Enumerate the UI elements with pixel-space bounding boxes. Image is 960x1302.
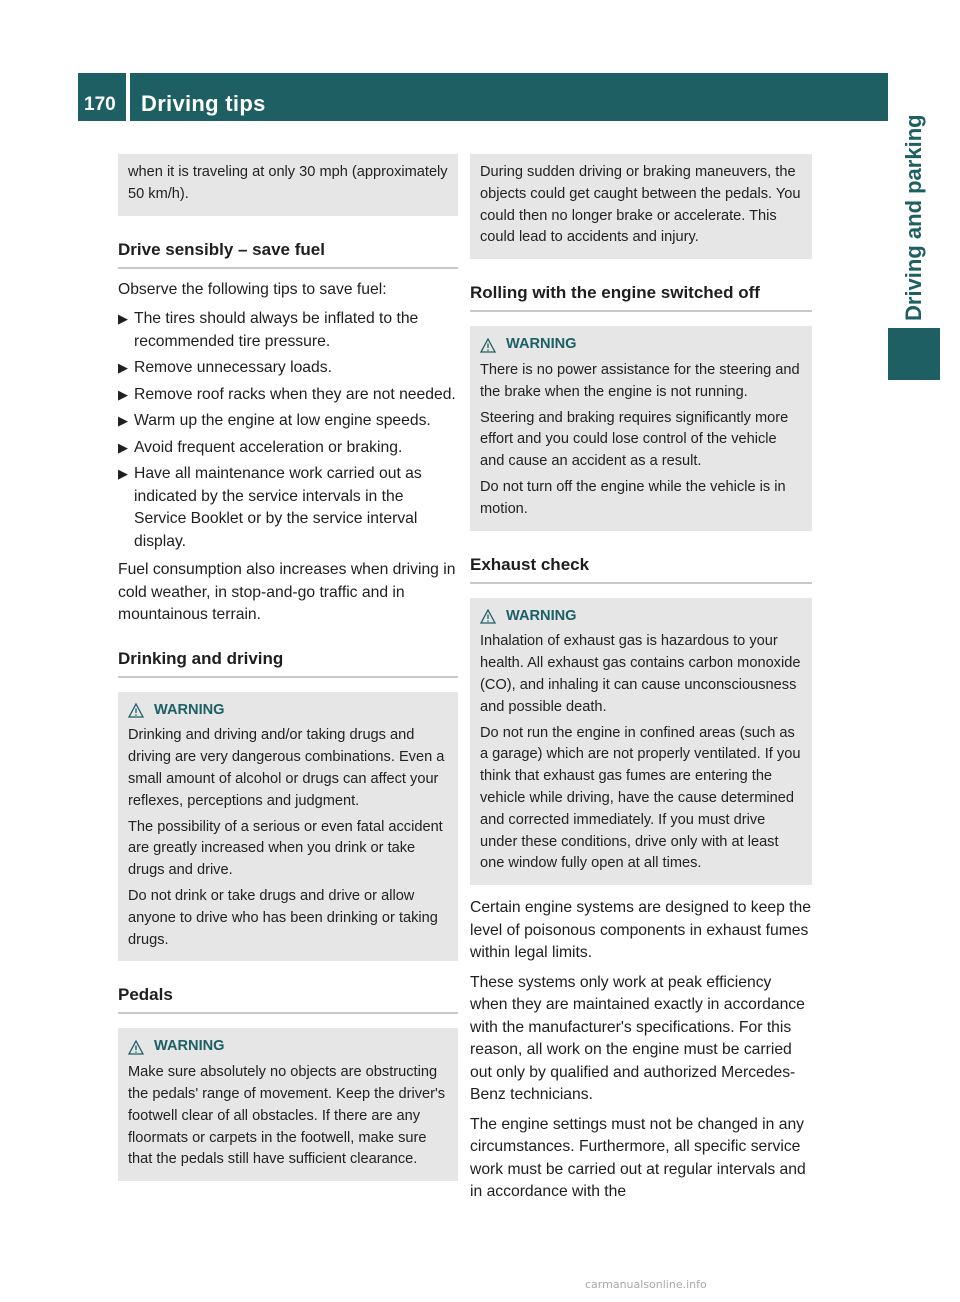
fuel-tips-list (118, 308, 458, 553)
list-item: ▶ Avoid frequent acceleration or braking. (118, 437, 458, 460)
warning-header (128, 1036, 448, 1058)
warning-triangle-icon (128, 703, 144, 718)
warning-box-exhaust (470, 598, 812, 886)
continued-text: when it is traveling at only 30 mph (approximately 50 km/h). (128, 164, 448, 202)
list-item: ▶ Warm up the engine at low engine speeds. (118, 410, 458, 433)
list-item: ▶ Remove roof racks when they are not needed. (118, 384, 458, 407)
warning-text: Steering and braking requires significantly more effort and you could lose control of the vehicle and cause an accident as a result. (480, 409, 789, 470)
left-column (118, 154, 458, 1181)
warning-text: There is no power assistance for the steering and the brake when the engine is not running. (480, 361, 800, 400)
warning-box-rolling (470, 326, 812, 530)
bullet-arrow-icon: ▶ (118, 360, 128, 376)
warning-header (480, 606, 802, 628)
warning-text: Do not drink or take drugs and drive or allow anyone to drive who has been drinking or taking drugs. (128, 887, 438, 948)
warning-text: The possibility of a serious or even fatal accident are greatly increased when you drink or take drugs and drive. (128, 818, 443, 879)
warning-label: WARNING (154, 701, 225, 718)
warning-triangle-icon (128, 1040, 144, 1055)
continued-warning-box (470, 154, 812, 259)
footer-watermark: carmanualsonline.info (585, 1278, 707, 1291)
section-heading-drinking: Drinking and driving (118, 647, 458, 678)
list-item: ▶ Remove unnecessary loads. (118, 357, 458, 380)
warning-label: WARNING (506, 607, 577, 624)
bullet-arrow-icon: ▶ (118, 439, 128, 455)
page-title: Driving tips (141, 91, 266, 116)
chapter-marker (888, 328, 940, 380)
bullet-arrow-icon: ▶ (118, 466, 128, 482)
warning-triangle-icon (480, 609, 496, 624)
bullet-arrow-icon: ▶ (118, 413, 128, 429)
page-number: 170 (84, 94, 116, 115)
list-item: ▶ Have all maintenance work carried out as indicated by the service intervals in the Service Booklet or by the service interval display. (118, 465, 422, 550)
chapter-side-tab (888, 114, 940, 321)
exhaust-body-text: These systems only work at peak efficiency when they are maintained exactly in accordance with the manufacturer's specifications. For this reason, all work on the engine must be carried out only by qualified and authorized Mercedes-Benz technicians. (470, 973, 805, 1104)
continued-text: During sudden driving or braking maneuvers, the objects could get caught between the pedals. You could then no longer brake or accelerate. This could lead to accidents and injury. (480, 164, 801, 246)
warning-box-pedals (118, 1028, 458, 1181)
warning-text: Do not run the engine in confined areas (such as a garage) which are not properly ventilated. If you think that exhaust gas fumes are entering the vehicle while driving, have the cause determined and corrected immediately. If you must drive under these conditions, drive only with at least one window fully open at all times. (480, 724, 801, 872)
warning-box-drinking (118, 692, 458, 962)
chapter-title: Driving and parking (901, 114, 926, 321)
warning-label: WARNING (154, 1038, 225, 1055)
warning-label: WARNING (506, 336, 577, 353)
header-divider (126, 73, 130, 121)
warning-header (128, 700, 448, 722)
section-heading-exhaust: Exhaust check (470, 553, 812, 584)
warning-text: Do not turn off the engine while the vehicle is in motion. (480, 478, 786, 517)
warning-triangle-icon (480, 338, 496, 353)
warning-text: Drinking and driving and/or taking drugs and driving are very dangerous combinations. Even a small amount of alcohol or drugs can affect your reflexes, perceptions and judgment. (128, 727, 445, 809)
save-fuel-outro: Fuel consumption also increases when driving in cold weather, in stop-and-go traffic and in mountainous terrain. (118, 561, 456, 624)
continued-text-box (118, 154, 458, 216)
bullet-arrow-icon: ▶ (118, 386, 128, 402)
save-fuel-intro: Observe the following tips to save fuel: (118, 280, 387, 298)
section-heading-pedals: Pedals (118, 983, 458, 1014)
right-column (470, 154, 812, 1211)
warning-text: Make sure absolutely no objects are obstructing the pedals' range of movement. Keep the driver's footwell clear of all obstacles. If there are any floormats or carpets in the footwell, make sure that the pedals still have sufficient clearance. (128, 1064, 446, 1168)
list-item: ▶ The tires should always be inflated to the recommended tire pressure. (118, 310, 419, 350)
section-heading-rolling: Rolling with the engine switched off (470, 281, 812, 312)
section-heading-save-fuel: Drive sensibly – save fuel (118, 238, 458, 269)
bullet-arrow-icon: ▶ (118, 311, 128, 327)
exhaust-body-text: Certain engine systems are designed to keep the level of poisonous components in exhaust fumes within legal limits. (470, 899, 811, 962)
warning-text: Inhalation of exhaust gas is hazardous to your health. All exhaust gas contains carbon monoxide (CO), and inhaling it can cause unconsciousness and possible death. (480, 633, 801, 715)
exhaust-body-text: The engine settings must not be changed in any circumstances. Furthermore, all specific service work must be carried out at regular intervals and in accordance with the (470, 1115, 806, 1201)
warning-header (480, 334, 802, 356)
